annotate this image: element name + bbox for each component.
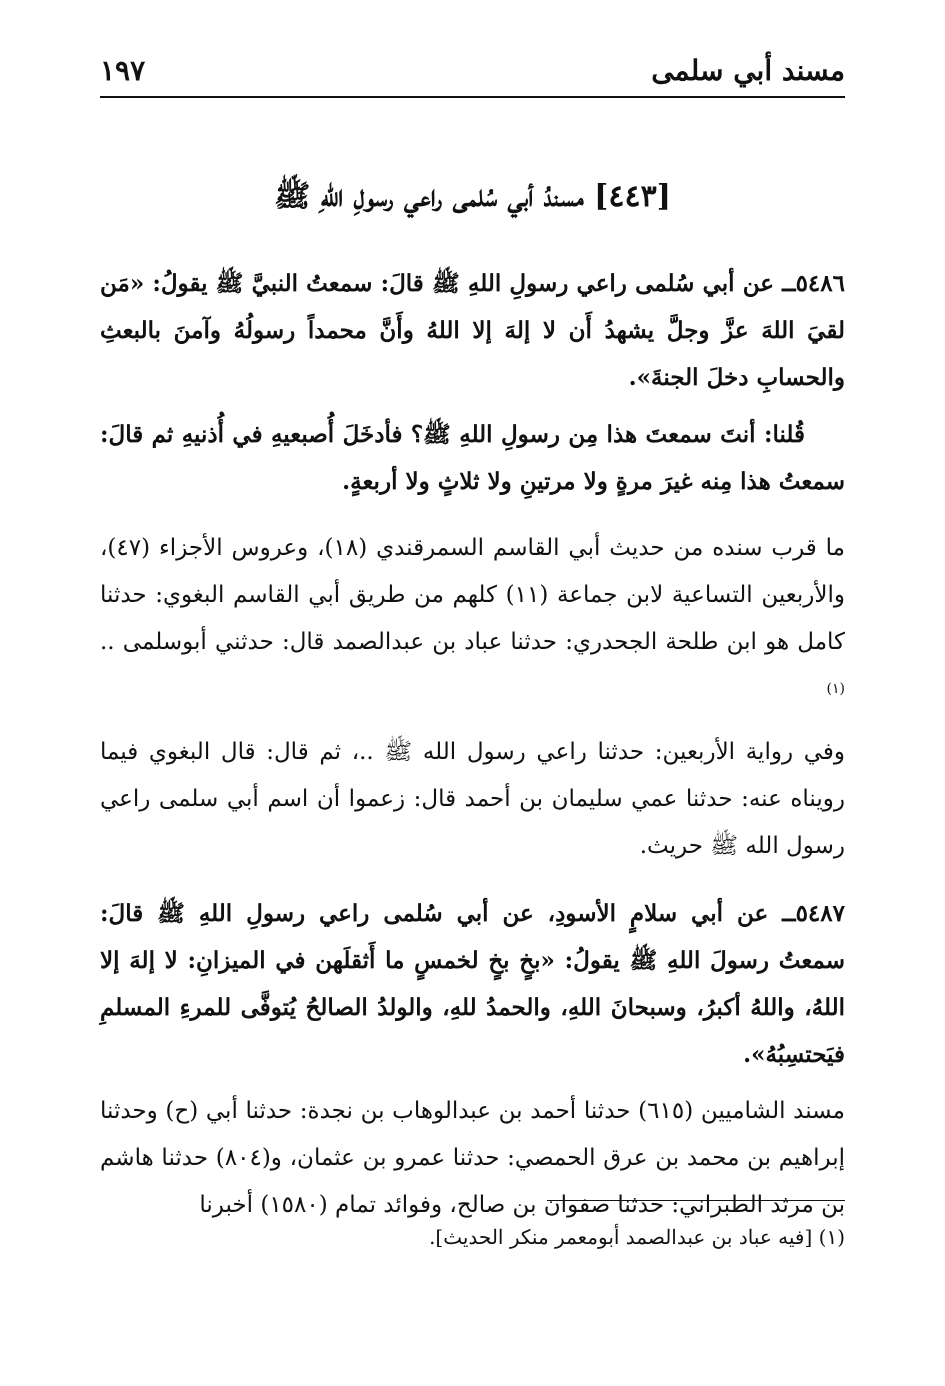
footnote-rule — [547, 1200, 845, 1201]
commentary-sources-3: مسند الشاميين (٦١٥) حدثنا أحمد بن عبدالوهاب بن نجدة: حدثنا أبي (ح) وحدثنا إبراهيم بن محمد بن عرق الحمصي: حدثنا عمرو بن عثمان، و(٨٠٤) حدثنا هاشم بن مرثد الطبراني: حدثنا صفوان بن صالح، وفوائد تمام (١٥٨٠) أخبرنا — [100, 1097, 845, 1218]
hadith-5487: ٥٤٨٧ــ عن أبي سلامٍ الأسودِ، عن أبي سُلمى راعي رسولِ اللهِ ﷺ قالَ: سمعتُ رسولَ اللهِ ﷺ يقولُ: «بخٍ بخٍ لخمسٍ ما أَثقلَهن في الميزانِ: لا إلهَ إلا اللهُ، واللهُ أكبرُ، وسبحانَ اللهِ، والحمدُ للهِ، والولدُ الصالحُ يُتوفَّى للمرءِ المسلمِ فيَحتسِبُهُ». — [100, 899, 845, 1068]
chapter-title: [٤٤٣] مسندُ أبي سُلمى راعي رسولِ اللهِ ﷺ — [274, 179, 671, 214]
page-number: ١٩٧ — [100, 54, 146, 87]
commentary-sources-1 — [100, 525, 845, 719]
body-text — [100, 260, 845, 1239]
commentary-sources-2: وفي رواية الأربعين: حدثنا راعي رسول الله ﷺ ..، ثم قال: قال البغوي فيما رويناه عنه: حدثنا عمي سليمان بن أحمد قال: زعموا أن اسم أبي سلمى راعي رسول الله ﷺ حريث. — [100, 738, 845, 859]
hadith-5486: ٥٤٨٦ــ عن أبي سُلمى راعي رسولِ اللهِ ﷺ قالَ: سمعتُ النبيَّ ﷺ يقولُ: «مَن لقيَ اللهَ عزَّ وجلَّ يشهدُ أَن لا إلهَ إلا اللهُ وأَنَّ محمداً رسولُهُ وآمنَ بالبعثِ والحسابِ دخلَ الجنةَ». — [100, 270, 845, 391]
commentary-text: ما قرب سنده من حديث أبي القاسم السمرقندي (١٨)، وعروس الأجزاء (٤٧)، والأربعين التساعية لابن جماعة (١١) كلهم من طريق أبي القاسم البغوي: حدثنا كامل هو ابن طلحة الجحدري: حدثنا عباد بن عبدالصمد قال: حدثني أبوسلمى .. — [100, 535, 845, 655]
footnote: (١) [فيه عباد بن عبدالصمد أبومعمر منكر الحديث]. — [429, 1225, 845, 1249]
footnote-marker: (١) — [826, 681, 845, 697]
page-header — [100, 52, 845, 98]
header-rule — [100, 96, 845, 98]
hadith-5486-continuation: قُلنا: أنتَ سمعتَ هذا مِن رسولِ اللهِ ﷺ؟ فأدخَلَ أُصبعيهِ في أُذنيهِ ثم قالَ: سمعتُ هذا مِنه غيرَ مرةٍ ولا مرتينِ ولا ثلاثٍ ولا أربعةٍ. — [100, 421, 845, 495]
running-title: مسند أبي سلمى — [651, 54, 845, 87]
